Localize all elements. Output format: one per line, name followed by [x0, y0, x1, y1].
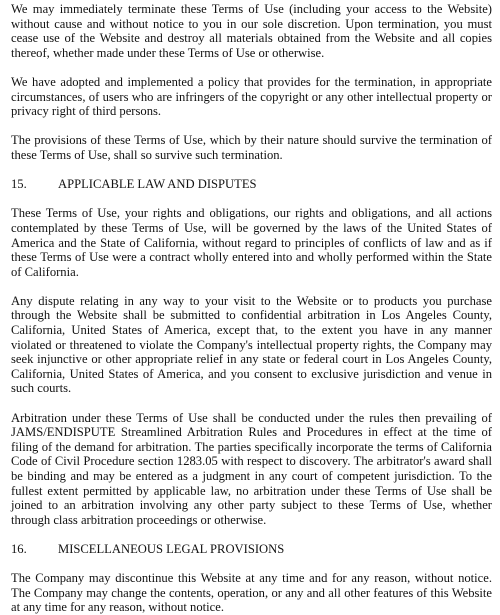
termination-paragraph-3: The provisions of these Terms of Use, which by their nature should survive the termination of these Terms of Use, shall so survive such termination. [11, 133, 492, 162]
section-16-title: MISCELLANEOUS LEGAL PROVISIONS [58, 541, 285, 556]
termination-paragraph-1: We may immediately terminate these Terms of Use (including your access to the Website) without cause and without notice to you in our sole discretion. Upon termination, you must cease use of the Website and destroy all materials obtained from the Website and all copies thereof, whether made under these Terms of Use or otherwise. [11, 2, 492, 60]
section-15-number: 15. [11, 177, 27, 192]
section-16-number: 16. [11, 541, 27, 556]
section-15-paragraph-3: Arbitration under these Terms of Use shall be conducted under the rules then prevailing of JAMS/ENDISPUTE Streamlined Arbitration Rules and Procedures in effect at the time of filing of the demand for arbitration. The parties specifically incorporate the terms of California Code of Civil Procedure section 1283.05 with respect to discovery. The arbitrator's award shall be binding and may be entered as a judgment in any court of competent jurisdiction. To the fullest extent permitted by applicable law, no arbitration under these Terms of Use shall be joined to an arbitration involving any other party subject to these Terms of Use, whether through class arbitration proceedings or otherwise. [11, 410, 492, 527]
section-16-paragraph-1: The Company may discontinue this Website at any time and for any reason, without notice. The Company may change the contents, operation, or any and all other features of this Website at any time for any reason, without notice. [11, 571, 492, 615]
section-15-paragraph-1: These Terms of Use, your rights and obligations, our rights and obligations, and all actions contemplated by these Terms of Use, will be governed by the laws of the United States of America and the State of California, without regard to principles of conflicts of law and as if these Terms of Use were a contract wholly entered into and wholly performed within the State of California. [11, 206, 492, 279]
section-15-title: APPLICABLE LAW AND DISPUTES [58, 177, 257, 192]
termination-paragraph-2: We have adopted and implemented a policy that provides for the termination, in appropriate circumstances, of users who are infringers of the copyright or any other intellectual property or privacy right of third persons. [11, 74, 492, 119]
section-15-heading [11, 177, 492, 192]
section-15-paragraph-2: Any dispute relating in any way to your visit to the Website or to products you purchase through the Website shall be submitted to confidential arbitration in Los Angeles County, California, United States of America, except that, to the extent you have in any manner violated or threatened to violate the Company's intellectual property rights, the Company may seek injunctive or other appropriate relief in any state or federal court in Los Angeles County, California, United States of America, and you consent to exclusive jurisdiction and venue in such courts. [11, 293, 492, 396]
section-16-heading [11, 542, 492, 557]
